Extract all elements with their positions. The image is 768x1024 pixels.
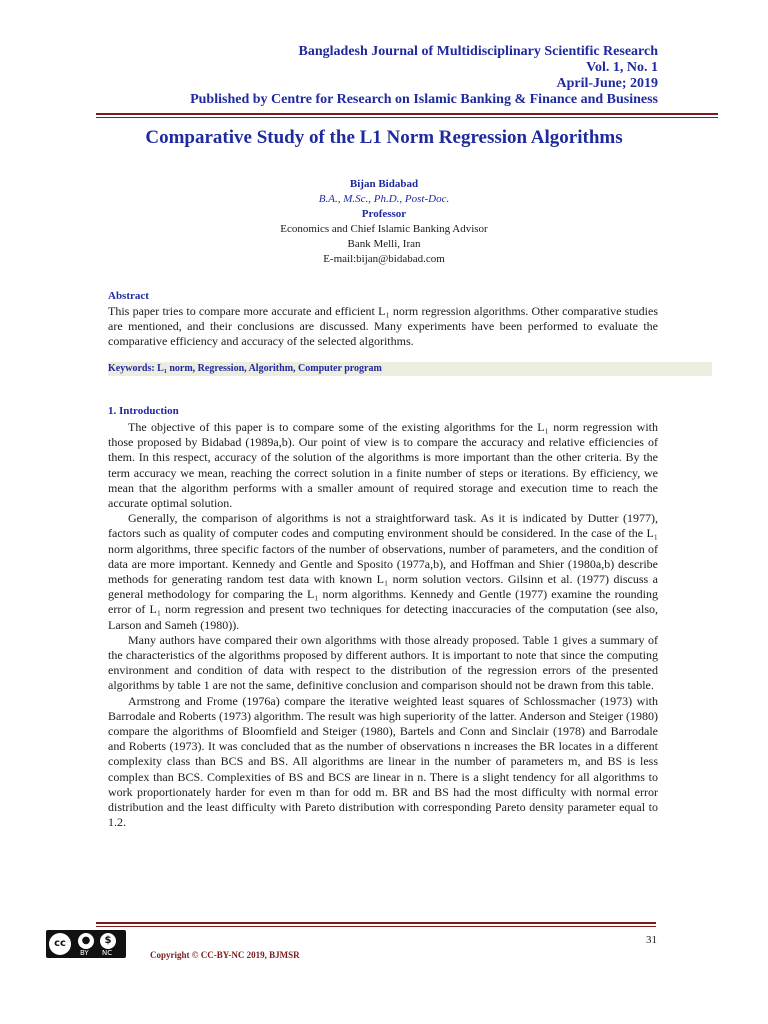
introduction-heading: 1. Introduction xyxy=(108,405,179,417)
header-rule-thin xyxy=(96,117,718,118)
copyright-notice: Copyright © CC-BY-NC 2019, BJMSR xyxy=(150,950,300,960)
author-degrees: B.A., M.Sc., Ph.D., Post-Doc. xyxy=(318,193,450,205)
footer-rule xyxy=(96,922,656,924)
paragraph: Generally, the comparison of algorithms is not a straightforward task. As it is indicated by Dutter (1977), factors such as quality of computer codes and computing environment should be considered. In the case of the L₁ norm algorithms, three specific factors of the number of observations, number of parameters, and the condition of data are more important. Kennedy and Gentle and Sposito (1977a,b), and Hoffman and Shier (1980a,b) describe methods for generating random test data with known L₁ norm solution vectors. Gilsinn et al. (1977) discuss a general methodology for comparing the L₁ norm algorithms. Kennedy and Gentle (1977) examine the rounding error of L₁ norm regression and present two techniques for detecting inaccuracies of the computation (see also, Larson and Sameh (1980)). xyxy=(108,511,658,632)
abstract-section xyxy=(108,289,658,349)
journal-date: April-June; 2019 xyxy=(556,76,658,91)
paragraph: Armstrong and Frome (1976a) compare the iterative weighted least squares of Schlossmacher (1973) with Barrodale and Roberts (1973) algorithm. The result was high superiority of the latter. Anderson and Steiger (1980) compare the algorithms of Bloomfield and Steiger (1980), Bartels and Conn and Sinclair (1978) and Barrodale and Roberts (1973). It was concluded that as the number of observations n increases the BR locates in a different complexity class than BCS and BS. All algorithms are linear in the number of parameters m, and BS is less complex than BCS. Complexities of BS and BCS are linear in n. There is a slight tendency for all algorithms to work proportionately harder for even m than for odd m. BR and BS had the most difficulty with normal error distribution and the least difficulty with Pareto distribution with corresponding Pareto density parameter equal to 1.2. xyxy=(108,693,658,830)
license-nc-label: NC xyxy=(102,949,113,957)
cc-license-badge[interactable] xyxy=(46,930,126,958)
abstract-heading: Abstract xyxy=(108,290,149,302)
journal-name: Bangladesh Journal of Multidisciplinary Scientific Research xyxy=(298,44,658,59)
cc-icon: cc xyxy=(49,933,71,955)
paragraph: The objective of this paper is to compare some of the existing algorithms for the L₁ norm regression with those proposed by Bidabad (1989a,b). Our point of view is to compare the accuracy and relative efficiencies of them. In this respect, accuracy of the solution of the algorithms is more important than the other criteria. By the term accuracy we mean, reaching the correct solution in a finite number of steps or iterations. By efficiency, we mean that the algorithm performs with a smaller amount of required storage and execution time to reach the accurate optimal solution. xyxy=(108,420,658,511)
keywords-bar: Keywords: L₁ norm, Regression, Algorithm, Computer program xyxy=(108,362,712,376)
author-affiliation: Bank Melli, Iran xyxy=(347,238,421,250)
author-email[interactable]: E-mail:bijan@bidabad.com xyxy=(323,253,445,265)
author-name: Bijan Bidabad xyxy=(349,178,419,190)
abstract-text: This paper tries to compare more accurate and efficient L₁ norm regression algorithms. Other comparative studies are mentioned, and their conclusions are discussed. Many experiments have been performed to evaluate the comparative efficiency and accuracy of the selected algorithms. xyxy=(108,304,658,348)
author-position: Economics and Chief Islamic Banking Advisor xyxy=(280,223,488,235)
footer-rule-thin xyxy=(96,926,656,927)
no-dollar-icon: $ xyxy=(100,933,116,949)
journal-publisher: Published by Centre for Research on Islamic Banking & Finance and Business xyxy=(190,92,658,107)
author-block xyxy=(0,177,768,267)
introduction-body xyxy=(108,420,658,830)
author-rank: Professor xyxy=(361,208,407,220)
page-number: 31 xyxy=(646,934,657,946)
journal-header xyxy=(190,44,658,108)
header-rule xyxy=(96,113,718,115)
paper-title: Comparative Study of the L1 Norm Regression Algorithms xyxy=(145,127,623,148)
license-by-label: BY xyxy=(80,949,89,957)
journal-volume: Vol. 1, No. 1 xyxy=(586,60,658,75)
person-icon: ● xyxy=(78,933,94,949)
paragraph: Many authors have compared their own algorithms with those already proposed. Table 1 gives a summary of the characteristics of the algorithms proposed by different authors. It is important to note that since the computing environment and condition of data with respect to the distribution of the regression errors of the presented algorithms by table 1 are not the same, definitive conclusion and comparison should not be drawn from this table. xyxy=(108,632,658,693)
